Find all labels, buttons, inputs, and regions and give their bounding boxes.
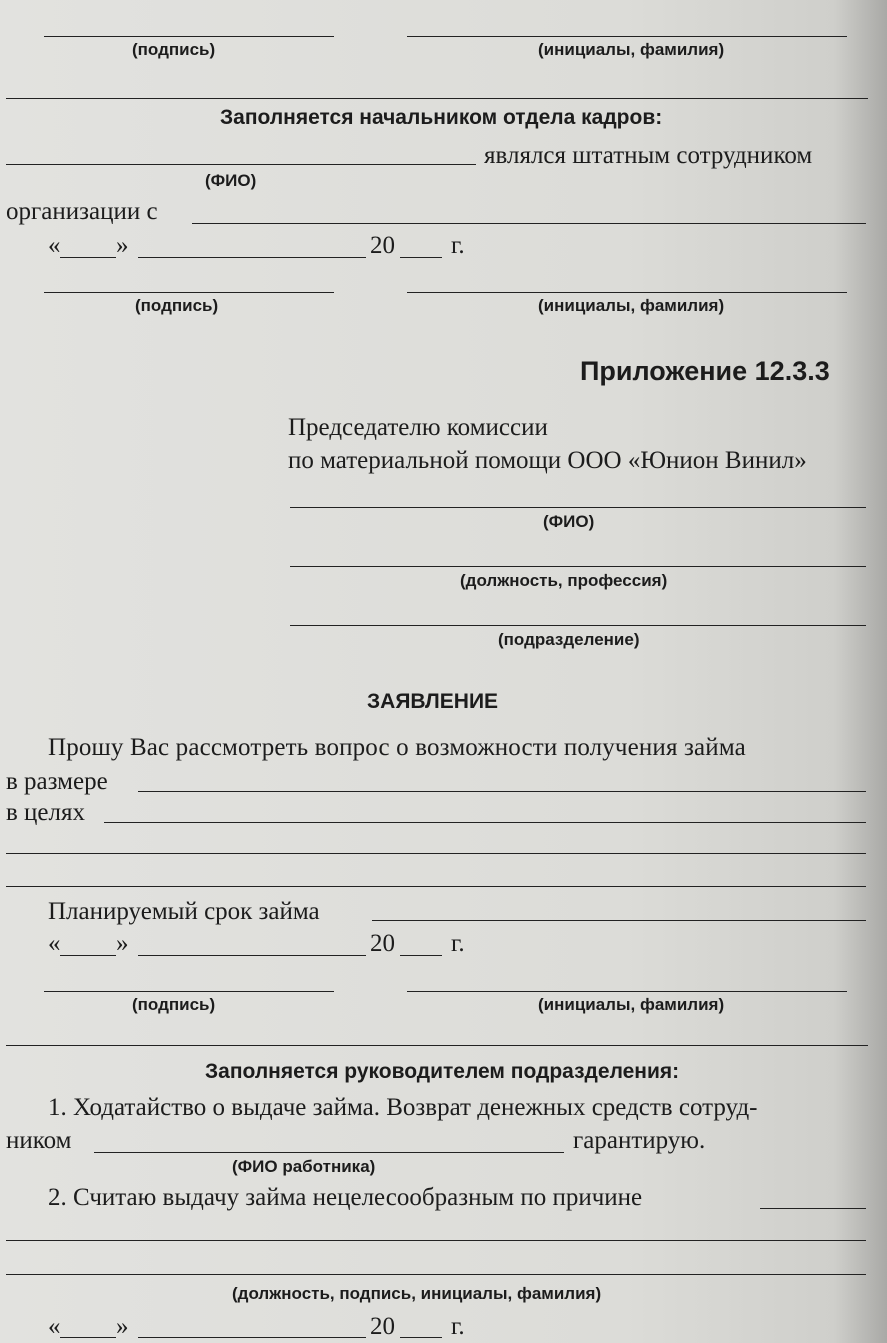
sign-caption: (должность, подпись, инициалы, фамилия) [232, 1284, 602, 1303]
appendix-title: Приложение 12.3.3 [580, 356, 830, 386]
year-line [400, 257, 442, 258]
initials-line [407, 36, 847, 37]
app-separator-line [6, 1045, 868, 1046]
employee-fio-line [94, 1152, 564, 1153]
purpose-line [104, 822, 866, 823]
org-since-label: организации с [6, 198, 158, 225]
fio-caption: (ФИО) [205, 171, 257, 190]
amount-line [138, 791, 866, 792]
position-line [290, 566, 866, 567]
hr-signature-line [44, 292, 334, 293]
month-line [138, 257, 366, 258]
amount-label: в размере [6, 768, 108, 795]
hr-initials-caption: (инициалы, фамилия) [538, 296, 725, 315]
app-month-line [138, 955, 366, 956]
addressee-fio-caption: (ФИО) [543, 512, 595, 531]
item1-prefix: ником [6, 1127, 72, 1154]
initials-caption: (инициалы, фамилия) [538, 40, 725, 59]
quote-close: » [116, 232, 129, 259]
division-line [290, 625, 866, 626]
application-title: ЗАЯВЛЕНИЕ [367, 690, 499, 713]
head-day-line [60, 1337, 116, 1338]
term-line [372, 920, 866, 921]
app-quote-close: » [116, 930, 129, 957]
year-prefix: 20 [370, 232, 395, 259]
head-year-prefix: 20 [370, 1313, 395, 1340]
purpose-line-2 [6, 853, 866, 854]
head-year-line [400, 1337, 442, 1338]
head-section-heading: Заполняется руководителем подразделения: [205, 1060, 680, 1083]
head-year-suffix: г. [451, 1313, 465, 1340]
hr-section-heading: Заполняется начальником отдела кадров: [220, 106, 663, 129]
staff-text: являлся штатным сотрудником [484, 142, 813, 169]
signature-caption: (подпись) [132, 40, 216, 59]
org-since-line [192, 223, 866, 224]
employee-fio-caption: (ФИО работника) [232, 1157, 376, 1176]
position-caption: (должность, профессия) [460, 571, 668, 590]
separator-line [6, 98, 868, 99]
year-suffix: г. [451, 232, 465, 259]
app-initials-line [407, 991, 847, 992]
hr-initials-line [407, 292, 847, 293]
app-year-suffix: г. [451, 930, 465, 957]
reason-line [760, 1208, 866, 1209]
item1-suffix: гарантирую. [573, 1127, 706, 1154]
purpose-label: в целях [6, 799, 86, 826]
head-month-line [138, 1337, 366, 1338]
head-quote-close: » [116, 1313, 129, 1340]
addressee-line1: Председателю комиссии [288, 414, 548, 441]
staff-fio-line [6, 164, 476, 165]
hr-signature-caption: (подпись) [135, 296, 219, 315]
app-day-line [60, 955, 116, 956]
purpose-line-3 [6, 886, 866, 887]
app-year-line [400, 955, 442, 956]
reason-line-2 [6, 1240, 866, 1241]
app-initials-caption: (инициалы, фамилия) [538, 995, 725, 1014]
addressee-fio-line [290, 507, 866, 508]
head-quote-open: « [48, 1313, 61, 1340]
day-line [60, 257, 116, 258]
app-signature-line [44, 991, 334, 992]
term-label: Планируемый срок займа [48, 898, 320, 925]
addressee-line2: по материальной помощи ООО «Юнион Винил» [288, 447, 807, 474]
item1-text: 1. Ходатайство о выдаче займа. Возврат денежных средств сотруд- [48, 1094, 758, 1121]
request-text: Прошу Вас рассмотреть вопрос о возможности получения займа [48, 734, 746, 761]
app-signature-caption: (подпись) [132, 995, 216, 1014]
item2-text: 2. Считаю выдачу займа нецелесообразным по причине [48, 1184, 643, 1211]
app-quote-open: « [48, 930, 61, 957]
quote-open: « [48, 232, 61, 259]
division-caption: (подразделение) [498, 630, 640, 649]
signature-line [44, 36, 334, 37]
app-year-prefix: 20 [370, 930, 395, 957]
reason-line-3 [6, 1274, 866, 1275]
